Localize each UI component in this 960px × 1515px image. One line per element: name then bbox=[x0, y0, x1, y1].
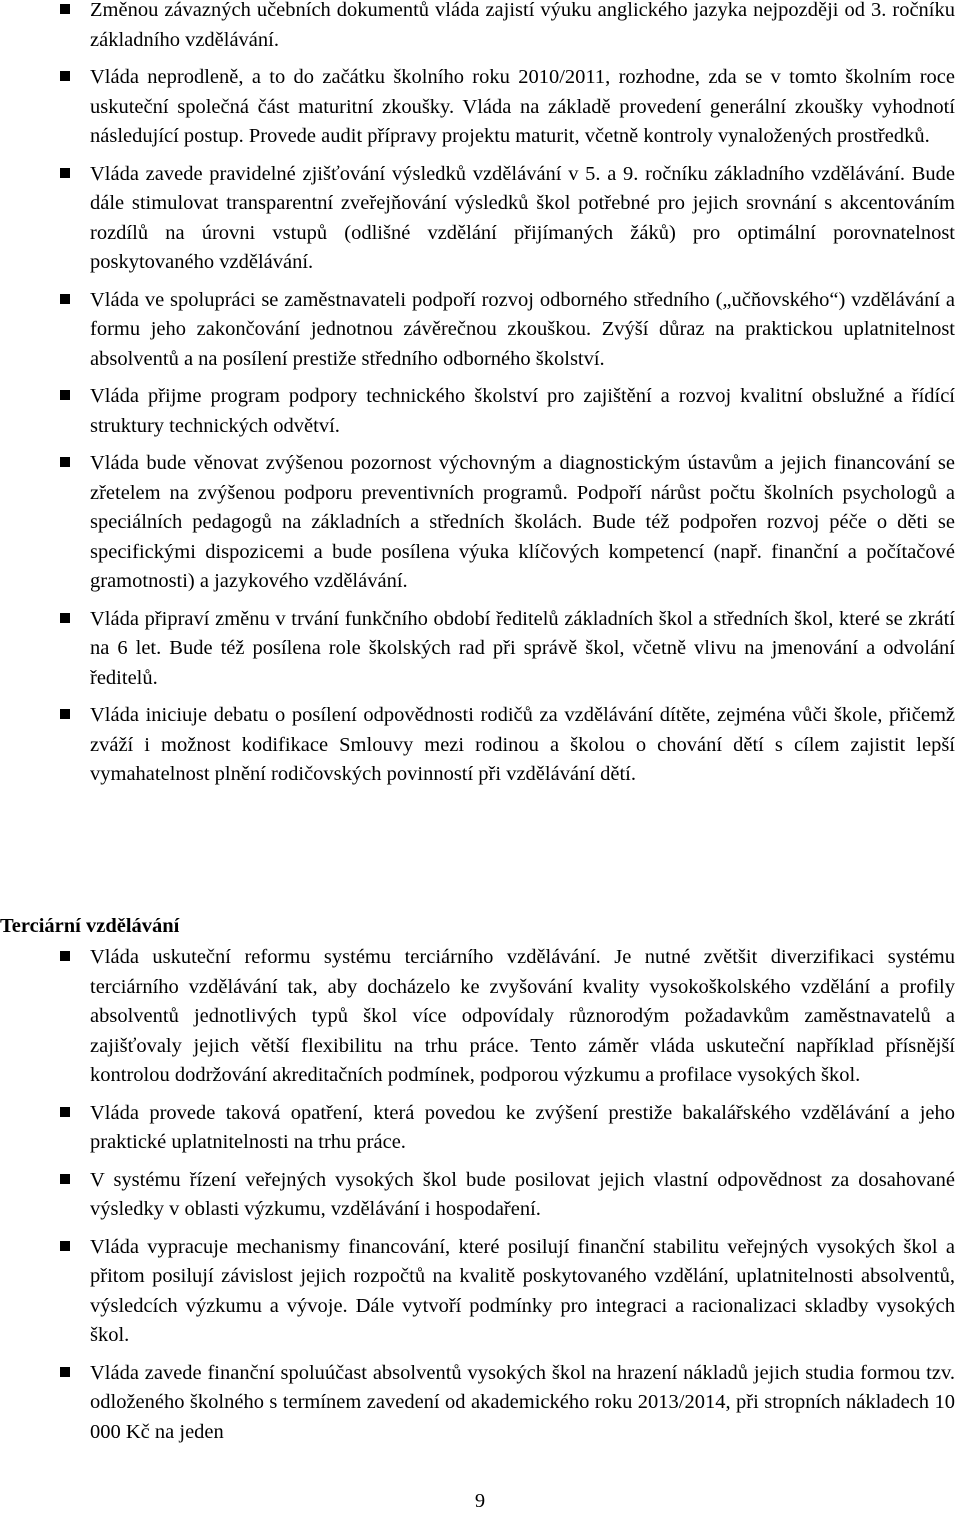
list-item bbox=[0, 1099, 960, 1158]
list-item bbox=[0, 160, 960, 278]
list-item-text: Vláda neprodleně, a to do začátku školního roku 2010/2011, rozhodne, zda se v tomto školním roce uskuteční společná část maturitní zkoušky. Vláda na základě provedení generální zkoušky vyhodnotí následující postup. Provede audit přípravy projektu maturit, včetně kontroly vynaložených prostředků. bbox=[90, 66, 955, 147]
list-item-text: Vláda zavede pravidelné zjišťování výsledků vzdělávání v 5. a 9. ročníku základního vzdělávání. Bude dále stimulovat transparentní zveřejňování výsledků škol potřebné pro jejich srovnání s akcentováním rozdílů na úrovni vstupů (odlišné vzdělání přijímaných žáků) pro optimální porovnatelnost poskytovaného vzdělávání. bbox=[90, 162, 955, 273]
list-item bbox=[0, 63, 960, 152]
list-item-text: Vláda zavede finanční spoluúčast absolventů vysokých škol na hrazení nákladů jejich studia formou tzv. odloženého školného s termínem zavedení od akademického roku 2013/2014, při stropních nákladech 10 000 Kč na jeden bbox=[90, 1361, 955, 1443]
list-item-text: Vláda bude věnovat zvýšenou pozornost výchovným a diagnostickým ústavům a jejich financování se zřetelem na zvýšenou podporu preventivních programů. Podpoří nárůst počtu školních psychologů a speciálních pedagogů na základních a středních školách. Bude též podpořen rozvoj péče o děti se specifickými dispozicemi a bude posílena výuka klíčových kompetencí (např. finanční a počítačové gramotnosti) a jazykového vzdělávání. bbox=[90, 452, 955, 592]
list-item bbox=[0, 1233, 960, 1351]
page-number: 9 bbox=[474, 1490, 486, 1512]
list-item bbox=[0, 943, 960, 1091]
square-bullet-icon bbox=[60, 613, 70, 623]
list-item-text: Vláda vypracuje mechanismy financování, které posilují finanční stabilitu veřejných vysokých škol a přitom posilují závislost jejich rozpočtů na kvalitě poskytovaného vzdělání, uplatnitelnosti absolventů, výsledcích výzkumu a vývoje. Dále vytvoří podmínky pro integraci a racionalizaci skladby vysokých škol. bbox=[90, 1235, 955, 1346]
square-bullet-icon bbox=[60, 71, 70, 81]
list-item-text: Vláda přijme program podpory technického školství pro zajištění a rozvoj kvalitní obslužné a řídící struktury technických odvětví. bbox=[90, 385, 955, 437]
list-item-text: Vláda iniciuje debatu o posílení odpovědnosti rodičů za vzdělávání dítěte, zejména vůči škole, přičemž zváží i možnost kodifikace Smlouvy mezi rodinou a školou o chování dětí s cílem zajistit lepší vymahatelnost plnění rodičovských povinností při vzdělávání dětí. bbox=[90, 704, 955, 785]
square-bullet-icon bbox=[60, 294, 70, 304]
list-item bbox=[0, 382, 960, 441]
square-bullet-icon bbox=[60, 1174, 70, 1184]
square-bullet-icon bbox=[60, 1367, 70, 1377]
list-item bbox=[0, 701, 960, 790]
section-heading: Terciární vzdělávání bbox=[0, 915, 180, 937]
list-item-text: Vláda ve spolupráci se zaměstnavateli podpoří rozvoj odborného středního („učňovského“) vzdělávání a formu jeho zakončování jednotnou závěrečnou zkouškou. Zvýší důraz na praktickou uplatnitelnost absolventů a na posílení prestiže středního odborného školství. bbox=[90, 288, 955, 370]
square-bullet-icon bbox=[60, 951, 70, 961]
square-bullet-icon bbox=[60, 1107, 70, 1117]
list-item-text: Vláda připraví změnu v trvání funkčního období ředitelů základních škol a středních škol, které se zkrátí na 6 let. Bude též posílena role školských rad při správě škol, včetně vlivu na jmenování a odvolání ředitelů. bbox=[90, 607, 955, 689]
square-bullet-icon bbox=[60, 1241, 70, 1251]
list-item-text: Vláda uskuteční reformu systému terciárního vzdělávání. Je nutné zvětšit diverzifikaci systému terciárního vzdělávání tak, aby docházelo ke zvyšování kvality vysokoškolského vzdělání a profily absolventů jednotlivých typů škol více odpovídaly různorodým požadavkům zaměstnavatelů a zajišťovaly jejich větší flexibilitu na trhu práce. Tento záměr vláda uskuteční například přísnější kontrolou dodržování akreditačních podmínek, podporou výzkumu a profilace vysokých škol. bbox=[90, 946, 955, 1086]
list-item bbox=[0, 1166, 960, 1225]
square-bullet-icon bbox=[60, 709, 70, 719]
square-bullet-icon bbox=[60, 168, 70, 178]
square-bullet-icon bbox=[60, 390, 70, 400]
list-item bbox=[0, 605, 960, 694]
list-item bbox=[0, 1359, 960, 1448]
square-bullet-icon bbox=[60, 457, 70, 467]
bullet-list-bottom bbox=[0, 943, 960, 1447]
list-item-text: V systému řízení veřejných vysokých škol bude posilovat jejich vlastní odpovědnost za dosahované výsledky v oblasti výzkumu, vzdělávání i hospodaření. bbox=[90, 1168, 955, 1220]
list-item bbox=[0, 286, 960, 375]
list-item bbox=[0, 0, 960, 55]
list-item-text: Vláda provede taková opatření, která povedou ke zvýšení prestiže bakalářského vzdělávání a jeho praktické uplatnitelnosti na trhu práce. bbox=[90, 1101, 955, 1153]
list-item bbox=[0, 449, 960, 597]
square-bullet-icon bbox=[60, 4, 70, 14]
list-item-text: Změnou závazných učebních dokumentů vláda zajistí výuku anglického jazyka nejpozději od 3. ročníku základního vzdělávání. bbox=[90, 0, 955, 51]
